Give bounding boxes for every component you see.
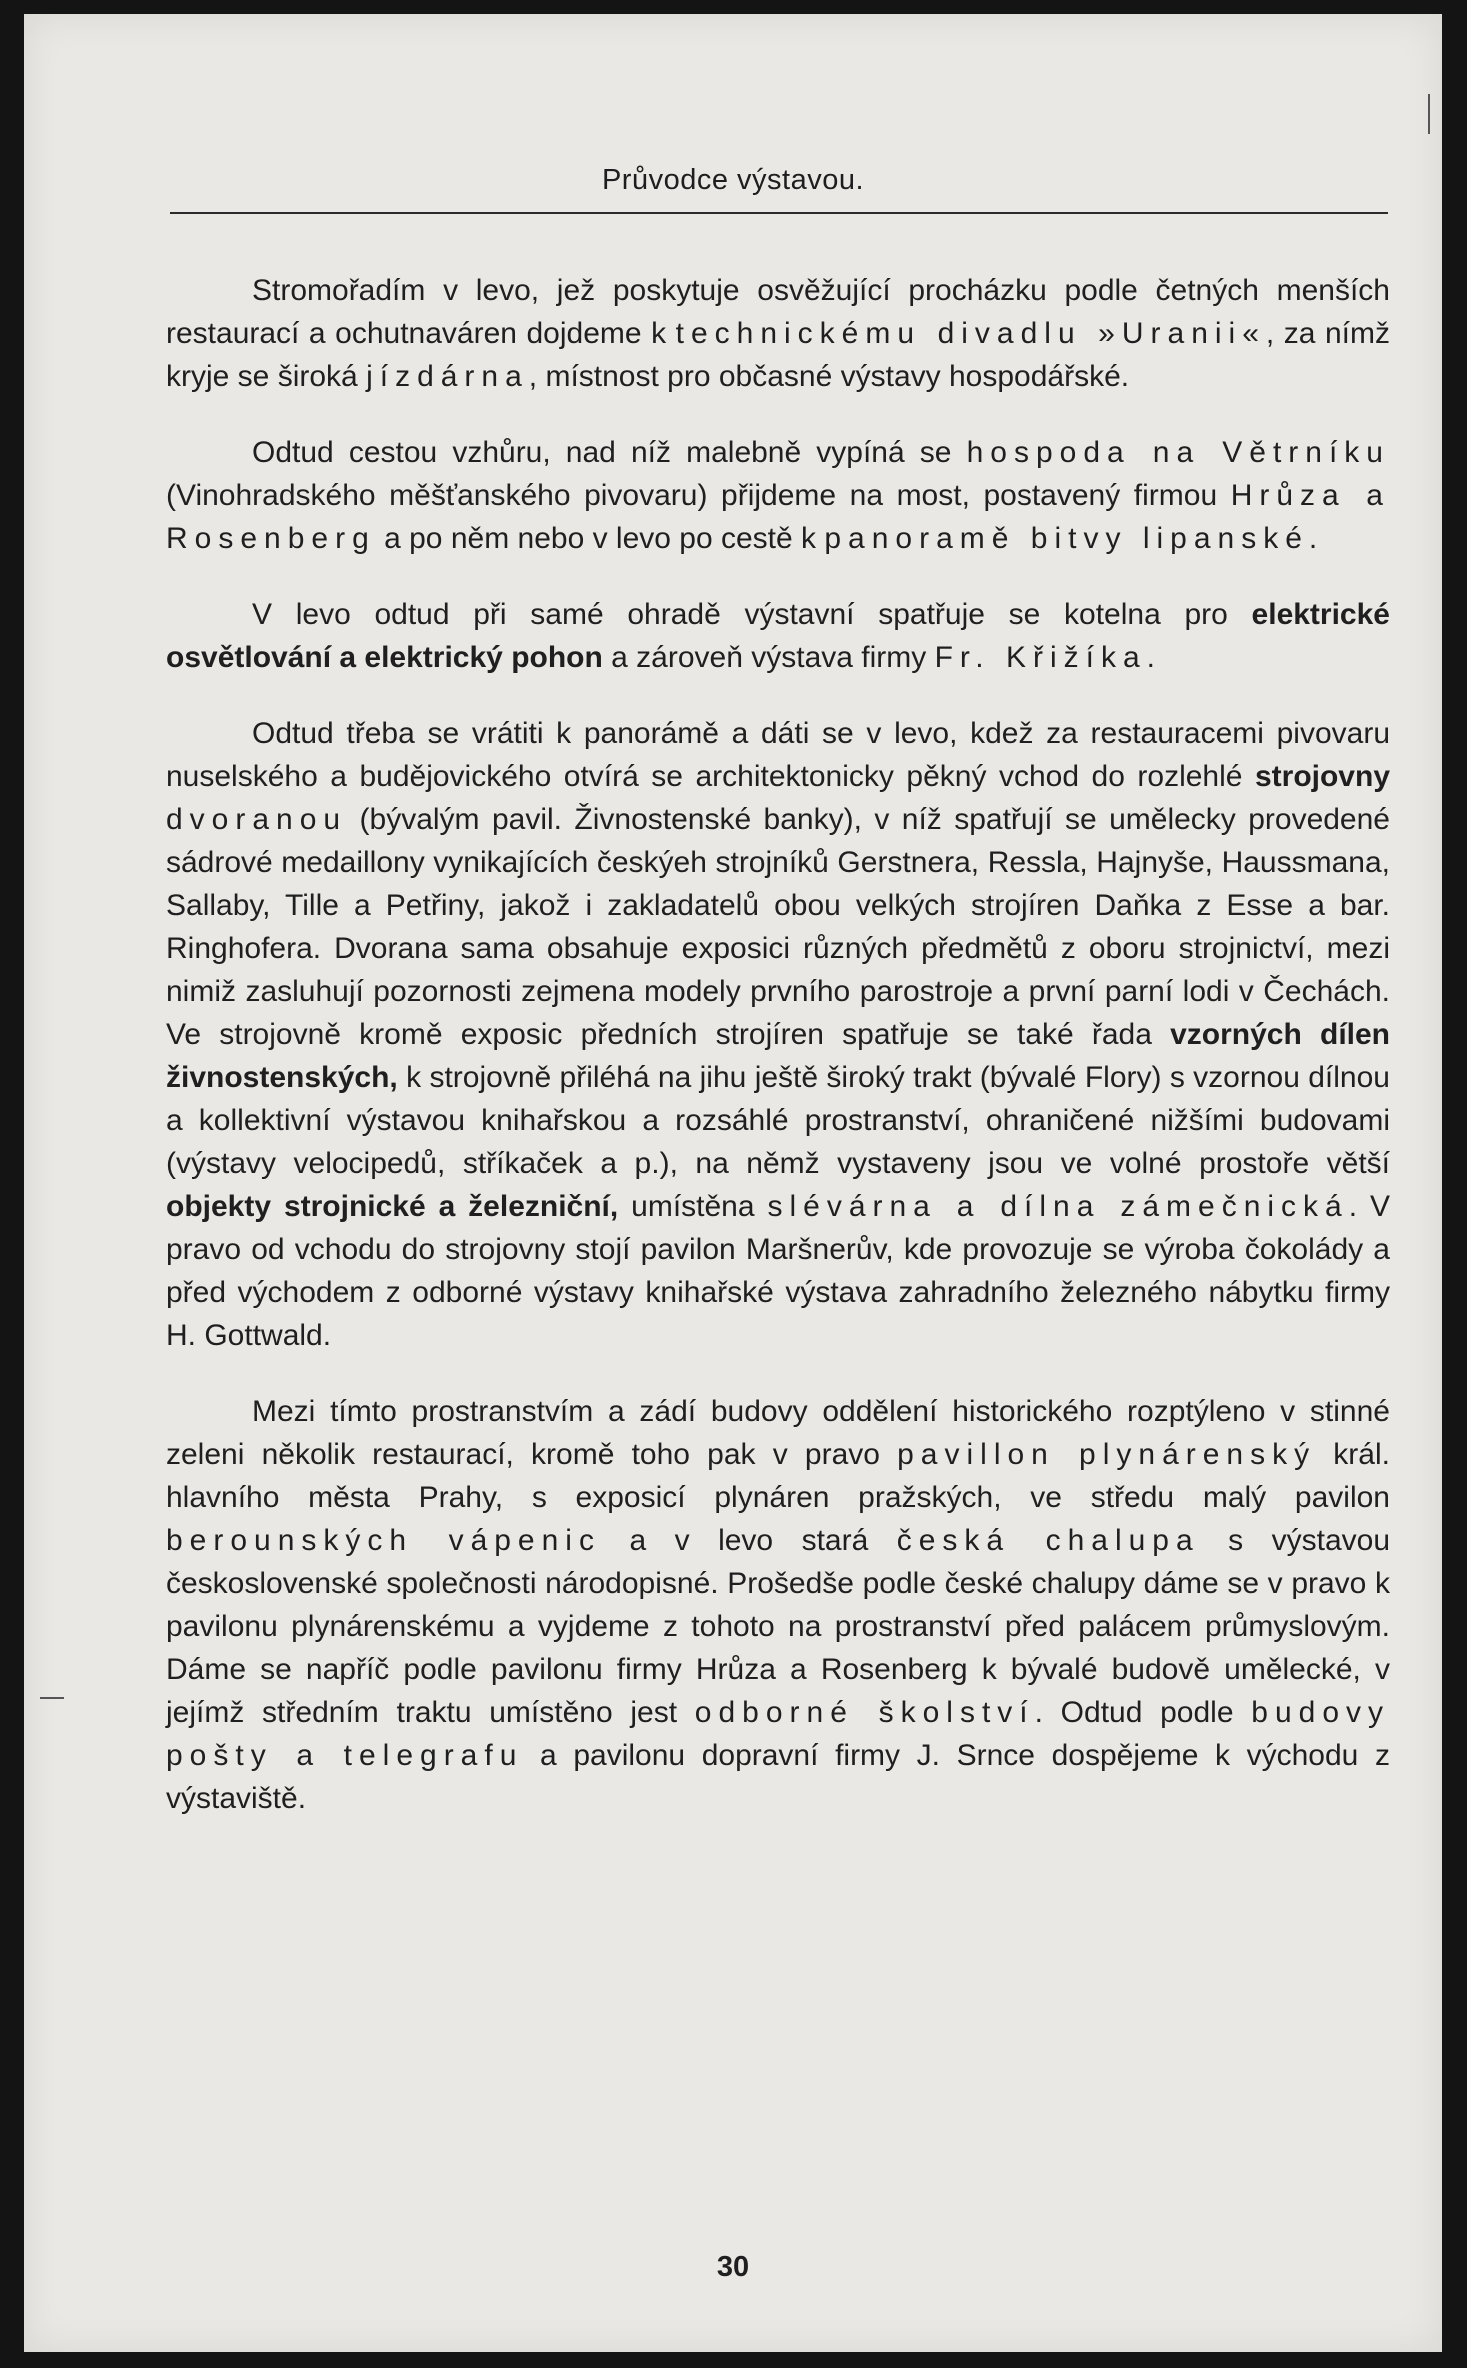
scan-margin-mark bbox=[40, 1697, 64, 1699]
bold-text: strojovny bbox=[1254, 760, 1390, 793]
paragraph-5 bbox=[166, 1390, 1390, 1820]
text-run: a zároveň výstava firmy bbox=[602, 641, 935, 674]
spaced-text: Hrůza a Rosenberg bbox=[166, 479, 1390, 555]
spaced-text: dvoranou bbox=[166, 803, 348, 836]
text-run: Odtud cestou vzhůru, nad níž malebně vypíná se bbox=[252, 436, 967, 469]
text-run: (bývalým pavil. Živnostenské banky), v níž spatřují se umělecky provedené sádrové medaillony vynikajících českýeh strojníků Gerstnera, Ressla, Hajnyše, Haussmana, Sallaby, Tille a Petřiny, jakož i zakladatelů obou velkých strojíren Daňka z Esse a bar. Ringhofera. Dvorana sama obsahuje exposici různých předmětů z oboru strojnictví, mezi nimiž zasluhují pozornosti zejmena modely prvního parostroje a první parní lodi v Čechách. Ve strojovně kromě exposic předních strojíren spatřuje se také řada bbox=[166, 803, 1390, 1051]
text-run: . Odtud podle bbox=[1034, 1696, 1252, 1729]
spaced-text: česká chalupa bbox=[896, 1524, 1200, 1557]
running-header: Průvodce výstavou. bbox=[601, 164, 865, 196]
spaced-text: technickému divadlu »Uranii« bbox=[675, 317, 1266, 350]
text-run: . bbox=[1146, 641, 1155, 674]
spaced-text: pavillon plynárenský bbox=[897, 1438, 1317, 1471]
page-number: 30 bbox=[716, 2251, 750, 2283]
text-run: , za nímž kryje se široká bbox=[166, 317, 1391, 393]
spaced-text: panoramě bitvy lipanské bbox=[824, 522, 1309, 555]
text-run: umístěna bbox=[618, 1190, 768, 1223]
header-rule bbox=[170, 212, 1388, 214]
text-run: Odtud třeba se vrátiti k panorámě a dáti se v levo, kdež za restauracemi pivovaru nuselského a budějovického otvírá se architektonicky pěkný vchod do rozlehlé bbox=[166, 717, 1390, 793]
spaced-text: slévárna a dílna zámečnická bbox=[767, 1190, 1349, 1223]
text-run: . V pravo od vchodu do strojovny stojí pavilon Maršnerův, kde provozuje se výroba čokolády a před východem z odborné výstavy knihařské výstava zahradního železného nábytku firmy H. Gottwald. bbox=[166, 1190, 1390, 1352]
paragraph-4 bbox=[166, 712, 1390, 1357]
text-run: . bbox=[1308, 522, 1318, 555]
spaced-text: berounských vápenic bbox=[166, 1524, 601, 1557]
scanned-page bbox=[24, 14, 1442, 2352]
bold-text: vzorných dílen živnostenských, bbox=[166, 1018, 1390, 1094]
text-run: král. hlavního města Prahy, s exposicí plynáren pražských, ve středu malý pavilon bbox=[166, 1438, 1390, 1514]
text-run: a pavilonu dopravní firmy J. Srnce dospějeme k východu z výstaviště. bbox=[166, 1739, 1390, 1815]
spaced-text: hospoda na Větrníku bbox=[966, 436, 1390, 469]
text-run: Mezi tímto prostranstvím a zádí budovy oddělení historického rozptýleno v stinné zeleni několik restaurací, kromě toho pak v pravo bbox=[166, 1395, 1390, 1471]
text-run: , místnost pro občasné výstavy hospodářské. bbox=[528, 360, 1130, 393]
paragraph-2 bbox=[166, 431, 1390, 560]
spaced-text: jízdárna bbox=[366, 360, 529, 393]
bold-text: elektrické osvětlování a elektrický pohon bbox=[166, 598, 1390, 674]
paragraph-3 bbox=[166, 593, 1390, 679]
bold-text: objekty strojnické a železniční, bbox=[166, 1190, 619, 1223]
spaced-text: budovy pošty a telegrafu bbox=[166, 1696, 1391, 1772]
text-run: a po něm nebo v levo po cestě k bbox=[375, 522, 825, 555]
spaced-text: odborné školství bbox=[694, 1696, 1035, 1729]
text-run: s výstavou československé společnosti národopisné. Prošedše podle české chalupy dáme se v pravo k pavilonu plynárenskému a vyjdeme z tohoto na prostranství před palácem průmyslovým. Dáme se napříč podle pavilonu firmy Hrůza a Rosenberg k bývalé budově umělecké, v jejímž středním traktu umístěno jest bbox=[166, 1524, 1391, 1729]
text-run: (Vinohradského měšťanského pivovaru) přijdeme na most, postavený firmou bbox=[166, 479, 1231, 512]
paragraph-1 bbox=[166, 269, 1390, 398]
text-run: Stromořadím v levo, jež poskytuje osvěžující procházku podle četných menších restaurací a ochutnaváren dojdeme k bbox=[166, 274, 1390, 350]
text-run: a v levo stará bbox=[600, 1524, 897, 1557]
text-run: k strojovně přiléhá na jihu ještě široký trakt (bývalé Flory) s vzornou dílnou a kollektivní výstavou knihařskou a rozsáhlé prostranství, ohraničené nižšími budovami (výstavy velocipedů, stříkaček a p.), na němž vystaveny jsou ve volné prostoře větší bbox=[166, 1061, 1390, 1180]
scan-edge-mark bbox=[1428, 94, 1430, 134]
text-run: V levo odtud při samé ohradě výstavní spatřuje se kotelna pro bbox=[252, 598, 1252, 631]
spaced-text: Fr. Křižíka bbox=[934, 641, 1147, 674]
body-text bbox=[166, 269, 1390, 1853]
